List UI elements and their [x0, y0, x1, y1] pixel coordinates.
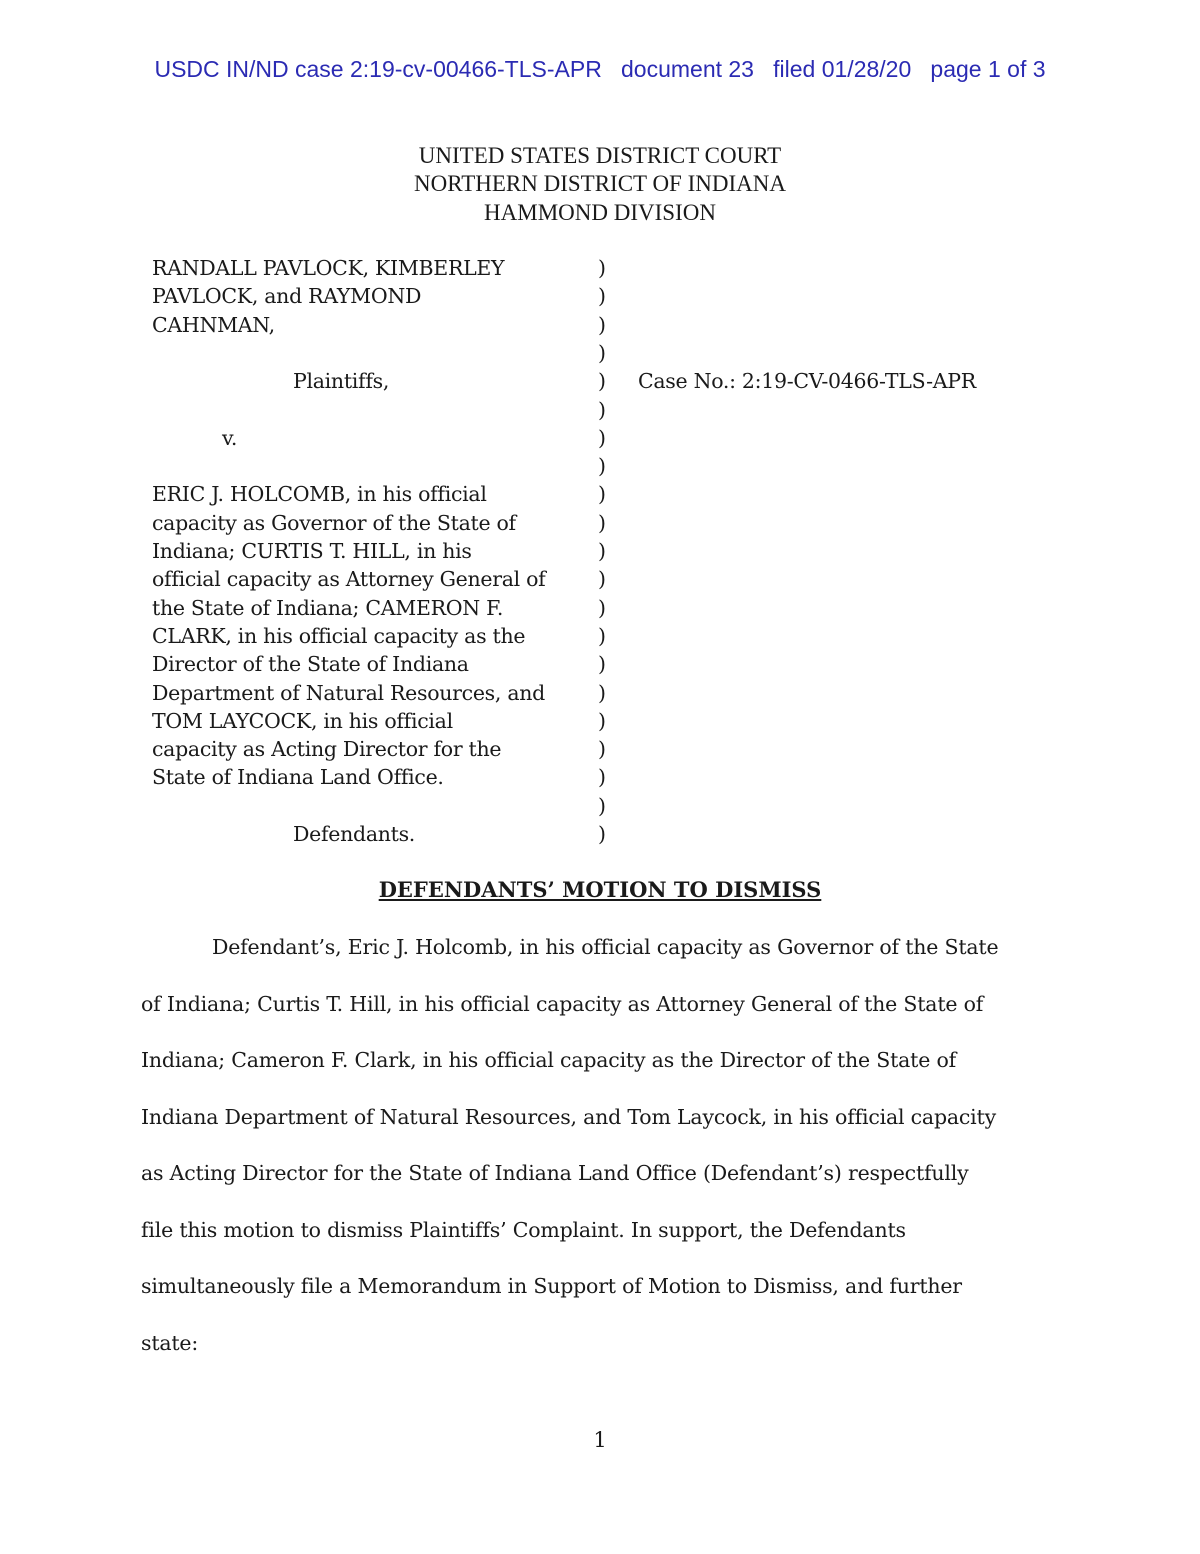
motion-title — [0, 877, 1200, 902]
court-division: HAMMOND DIVISION — [484, 199, 716, 225]
caption-line: TOM LAYCOCK, in his official — [152, 708, 453, 733]
court-district: NORTHERN DISTRICT OF INDIANA — [414, 171, 786, 197]
court-heading — [0, 142, 1200, 227]
body-line: as Acting Director for the State of Indiana Land Office (Defendant’s) respectfully — [141, 1161, 969, 1185]
caption-paren: ) — [598, 595, 606, 620]
caption-line: v. — [222, 425, 238, 450]
caption-line: PAVLOCK, and RAYMOND — [152, 284, 422, 309]
caption-paren: ) — [598, 284, 606, 309]
caption-line: capacity as Acting Director for the — [152, 737, 502, 762]
caption-paren: ) — [598, 680, 606, 705]
caption-paren: ) — [598, 567, 606, 592]
caption-line: Director of the State of Indiana — [152, 652, 469, 677]
caption-line: capacity as Governor of the State of — [152, 510, 516, 535]
caption-paren: ) — [598, 369, 606, 394]
caption-paren: ) — [598, 312, 606, 337]
caption-paren: ) — [598, 652, 606, 677]
caption-paren: ) — [598, 539, 606, 563]
filing-stamp-header: USDC IN/ND case 2:19-cv-00466-TLS-APR document 23 filed 01/28/20 page 1 of 3 — [154, 56, 1046, 82]
caption-line: ERIC J. HOLCOMB, in his official — [152, 482, 487, 507]
caption-paren: ) — [598, 737, 606, 762]
case-number: Case No.: 2:19-CV-0466-TLS-APR — [638, 369, 976, 394]
caption-paren: ) — [598, 765, 606, 790]
caption-paren: ) — [598, 340, 606, 365]
caption-line: Indiana; CURTIS T. HILL, in his — [152, 539, 472, 563]
caption-line: official capacity as Attorney General of — [152, 567, 546, 592]
body-line: Indiana Department of Natural Resources, and Tom Laycock, in his official capacity — [141, 1104, 996, 1129]
caption-paren: ) — [598, 454, 606, 479]
caption-line: Department of Natural Resources, and — [152, 680, 545, 705]
caption-line: Plaintiffs, — [293, 369, 390, 394]
caption-paren: ) — [598, 482, 606, 507]
caption-paren: ) — [598, 425, 606, 450]
caption-line: CAHNMAN, — [152, 312, 275, 337]
caption-paren: ) — [598, 510, 606, 535]
body-line: state: — [141, 1330, 199, 1355]
court-name: UNITED STATES DISTRICT COURT — [418, 143, 782, 168]
caption-line: CLARK, in his official capacity as the — [152, 623, 526, 648]
caption-paren: ) — [598, 256, 606, 280]
caption-line: the State of Indiana; CAMERON F. — [152, 595, 504, 620]
body-line: Indiana; Cameron F. Clark, in his official capacity as the Director of the State of — [141, 1048, 956, 1072]
caption-line: State of Indiana Land Office. — [152, 765, 444, 790]
caption-paren: ) — [598, 793, 606, 818]
body-line: file this motion to dismiss Plaintiffs’ Complaint. In support, the Defendants — [141, 1217, 906, 1242]
body-line: Defendant’s, Eric J. Holcomb, in his official capacity as Governor of the State — [212, 935, 999, 959]
caption-line: Defendants. — [293, 822, 416, 846]
page-number: 1 — [593, 1428, 607, 1452]
motion-title-text: DEFENDANTS’ MOTION TO DISMISS — [378, 877, 822, 902]
caption-paren: ) — [598, 708, 606, 733]
body-line: simultaneously file a Memorandum in Support of Motion to Dismiss, and further — [141, 1274, 962, 1298]
body-line: of Indiana; Curtis T. Hill, in his official capacity as Attorney General of the State of — [141, 991, 984, 1016]
caption-line: RANDALL PAVLOCK, KIMBERLEY — [152, 256, 505, 280]
caption-paren: ) — [598, 822, 606, 846]
caption-paren: ) — [598, 623, 606, 648]
caption-paren: ) — [598, 397, 606, 422]
